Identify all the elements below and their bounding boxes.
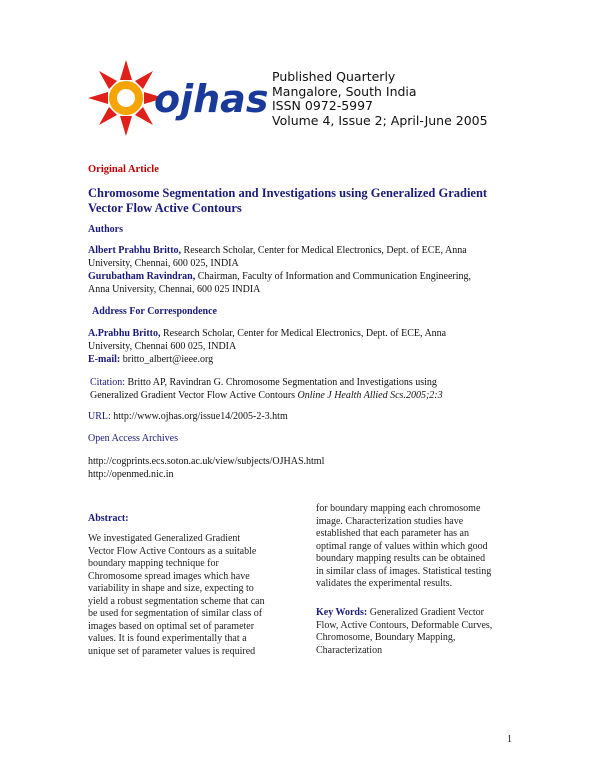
abstract-line: established that each parameter has an [316,528,469,539]
address-line-1: Research Scholar, Center for Medical Electronics, Dept. of ECE, Anna [160,328,447,339]
abstract-line: Vector Flow Active Contours as a suitable [88,545,257,557]
keywords-line: Flow, Active Contours, Deformable Curves, [316,619,493,631]
keywords-block [316,607,512,657]
logo-text: ojhas [154,77,268,121]
abstract-line: in similar class of images. Statistical testing [316,565,492,577]
archives-list [88,455,324,481]
authors-block [88,244,508,296]
citation-label: Citation: [90,377,125,388]
author-2-affil-2: Anna University, Chennai, 600 025 INDIA [88,284,261,295]
address-line-2: University, Chennai 600 025, INDIA [88,341,237,352]
abstract-line: Chromosome spread images which have [88,570,250,582]
pub-line-4: Volume 4, Issue 2; April-June 2005 [272,112,488,128]
abstract-line: be used for segmentation of similar class of [88,608,263,619]
abstract-line: variability in shape and size, expecting to [88,583,254,594]
address-heading: Address For Correspondence [92,306,217,317]
abstract-line: We investigated Generalized Gradient [88,533,241,544]
publication-info [272,70,488,128]
article-title [88,186,487,216]
page-number: 1 [507,734,512,745]
author-2-affil: Chairman, Faculty of Information and Communication Engineering, [195,271,472,282]
url-link[interactable]: http://www.ojhas.org/issue14/2005-2-3.htm [110,411,288,422]
author-1-name: Albert Prabhu Britto, [88,245,182,256]
author-2-name: Gurubatham Ravindran, [88,271,196,282]
abstract-line: boundary mapping results can be obtained [316,553,486,564]
pub-line-2: Mangalore, South India [272,83,417,99]
abstract-right-column [316,503,512,591]
abstract-line: unique set of parameter values is required [88,645,256,657]
email-link[interactable]: britto_albert@ieee.org [120,354,214,365]
authors-heading: Authors [88,224,124,235]
journal-logo [88,56,268,136]
article-type: Original Article [88,164,159,175]
sun-logo-icon [88,56,268,136]
abstract-left-column [88,533,284,658]
abstract-line: images based on optimal set of parameter [88,620,255,632]
keywords-line: Generalized Gradient Vector [367,607,484,618]
archives-heading: Open Access Archives [88,433,178,444]
abstract-line: image. Characterization studies have [316,515,464,527]
keywords-line: Characterization [316,644,383,656]
citation-line-2: Generalized Gradient Vector Flow Active Contours [90,390,298,401]
title-line-2: Vector Flow Active Contours [88,201,242,215]
title-line-1: Chromosome Segmentation and Investigations using Generalized Gradient [88,186,488,200]
keywords-label: Key Words: [316,607,368,618]
url-label: URL: [88,411,111,422]
abstract-line: validates the experimental results. [316,578,453,589]
pub-line-1: Published Quarterly [272,69,396,84]
author-1-affil-2: University, Chennai, 600 025, INDIA [88,258,239,269]
keywords-line: Chromosome, Boundary Mapping, [316,632,456,643]
citation-journal: Online J Health Allied Scs.2005;2:3 [297,390,443,401]
author-1-affil: Research Scholar, Center for Medical Electronics, Dept. of ECE, Anna [181,245,467,256]
citation-line-1: Britto AP, Ravindran G. Chromosome Segmentation and Investigations using [125,377,437,388]
archive-link-1[interactable]: http://cogprints.ecs.soton.ac.uk/view/subjects/OJHAS.html [88,456,325,467]
abstract-line: yield a robust segmentation scheme that can [88,595,265,607]
abstract-line: optimal range of values within which good [316,540,488,552]
pub-line-3: ISSN 0972-5997 [272,98,374,113]
abstract-line: values. It is found experimentally that a [88,633,247,644]
citation-block [90,376,510,402]
email-label: E-mail: [88,354,121,365]
abstract-line: for boundary mapping each chromosome [316,503,481,514]
address-name: A.Prabhu Britto, [88,328,161,339]
address-block [88,327,508,366]
abstract-heading: Abstract: [88,513,129,524]
archive-link-2[interactable]: http://openmed.nic.in [88,469,174,480]
url-line [88,410,288,423]
abstract-line: boundary mapping technique for [88,558,219,569]
